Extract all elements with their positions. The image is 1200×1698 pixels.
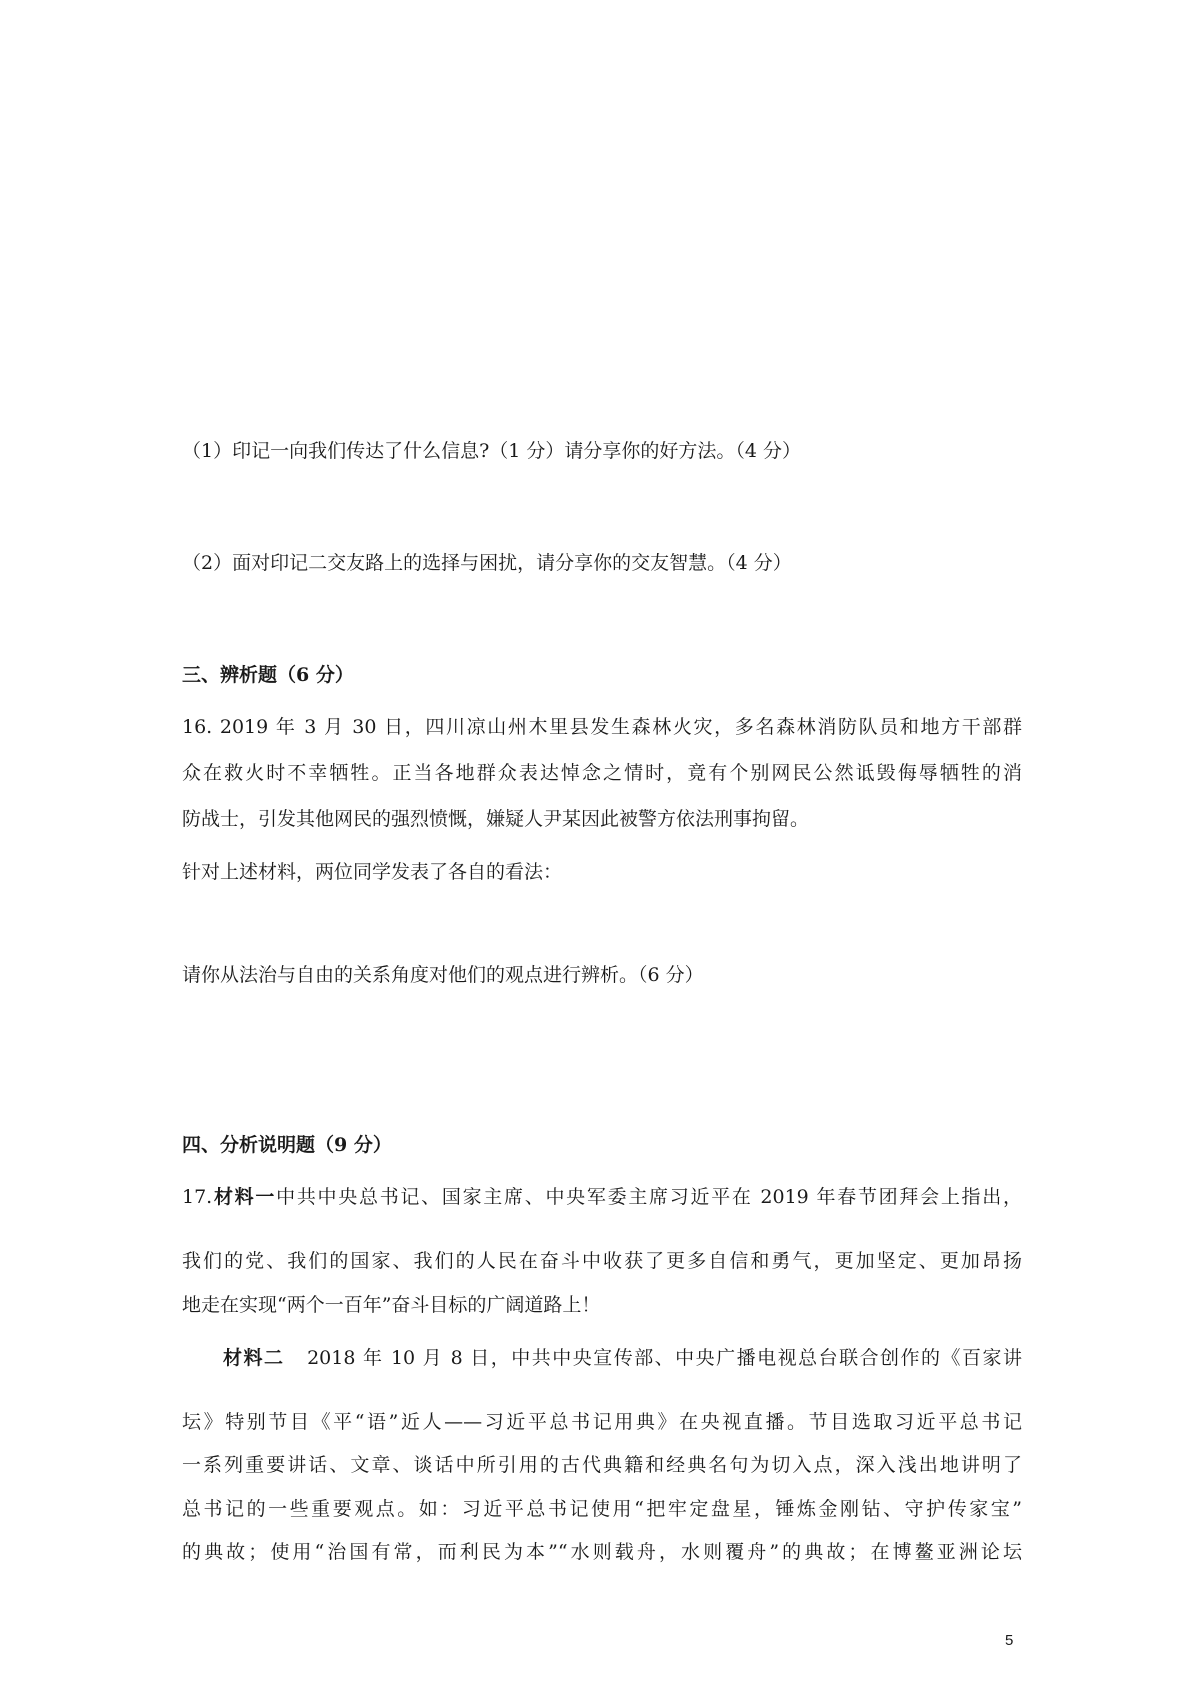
material-1-label: 材料一 [212, 1186, 277, 1208]
question-16-line-1: 16. 2019 年 3 月 30 日，四川凉山州木里县发生森林火灾，多名森林消防队员和地方干部群 [182, 716, 1022, 738]
question-16-line-2: 众在救火时不幸牺牲。正当各地群众表达悼念之情时，竟有个别网民公然诋毁侮辱牺牲的消 [182, 762, 1022, 784]
question-16-task: 请你从法治与自由的关系角度对他们的观点进行辨析。（6 分） [182, 964, 704, 986]
section-4-heading: 四、分析说明题（9 分） [182, 1134, 392, 1156]
section-3-heading: 三、辨析题（6 分） [182, 664, 354, 686]
material-2-line-1 [223, 1345, 1022, 1371]
question-16-line-3: 防战士，引发其他网民的强烈愤慨，嫌疑人尹某因此被警方依法刑事拘留。 [182, 808, 810, 830]
question-15-part-1: （1）印记一向我们传达了什么信息?（1 分）请分享你的好方法。（4 分） [182, 440, 802, 462]
question-17-number: 17. [182, 1186, 213, 1208]
material-2-text: 2018 年 10 月 8 日，中共中央宣传部、中央广播电视总台联合创作的《百家讲 [307, 1347, 1022, 1369]
material-2-line-3: 一系列重要讲话、文章、谈话中所引用的古代典籍和经典名句为切入点，深入浅出地讲明了 [182, 1454, 1022, 1476]
material-1-text: 中共中央总书记、国家主席、中央军委主席习近平在 2019 年春节团拜会上指出， [276, 1186, 1022, 1208]
material-2-label: 材料二 [223, 1347, 285, 1369]
material-1-line-2: 我们的党、我们的国家、我们的人民在奋斗中收获了更多自信和勇气，更加坚定、更加昂扬 [182, 1250, 1022, 1272]
material-2-line-2: 坛》特别节目《平“语”近人——习近平总书记用典》在央视直播。节目选取习近平总书记 [182, 1411, 1022, 1433]
material-2-line-4: 总书记的一些重要观点。如：习近平总书记使用“把牢定盘星，锤炼金刚钻、守护传家宝” [182, 1498, 1022, 1520]
question-16-prompt: 针对上述材料，两位同学发表了各自的看法： [182, 861, 563, 883]
material-1-line-3: 地走在实现“两个一百年”奋斗目标的广阔道路上！ [182, 1294, 601, 1316]
page-number: 5 [1005, 1632, 1014, 1649]
material-2-line-5: 的典故；使用“治国有常，而利民为本”“水则载舟，水则覆舟”的典故；在博鳌亚洲论坛 [182, 1541, 1022, 1563]
question-15-part-2: （2）面对印记二交友路上的选择与困扰，请分享你的交友智慧。（4 分） [182, 552, 792, 574]
question-17-line-1 [182, 1184, 1022, 1210]
